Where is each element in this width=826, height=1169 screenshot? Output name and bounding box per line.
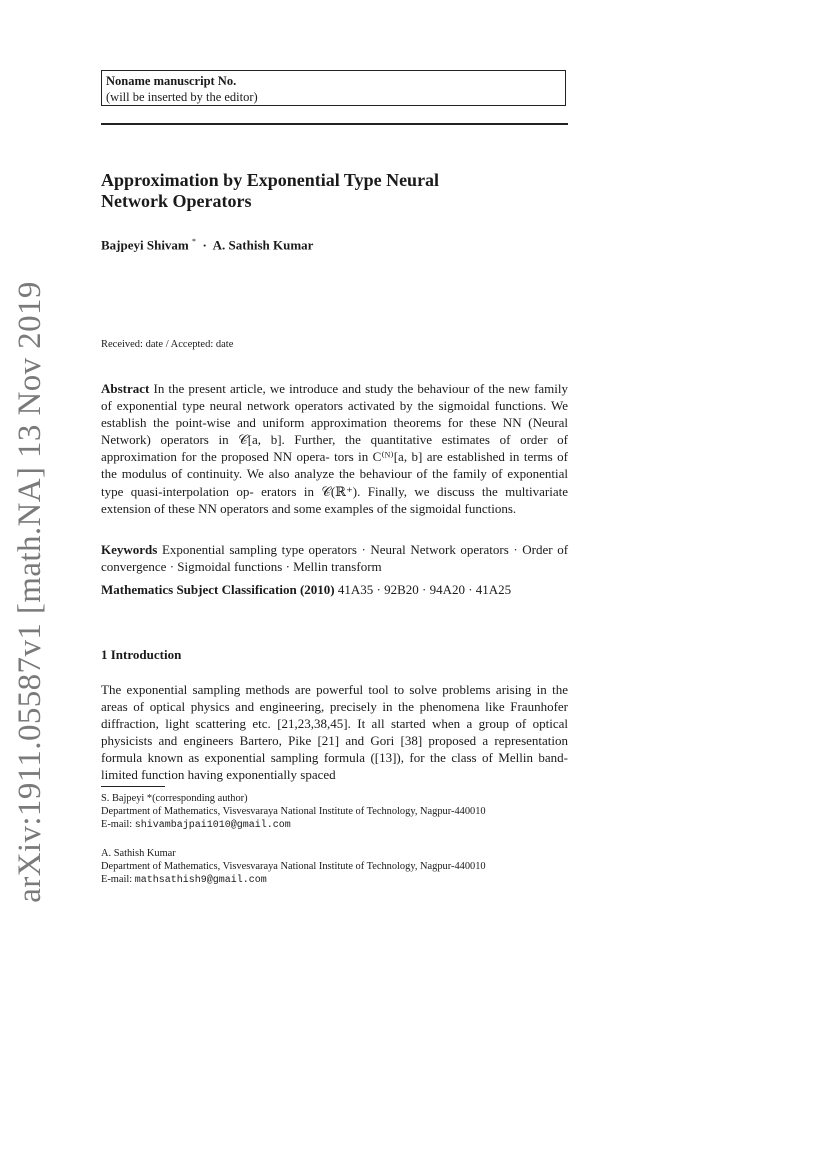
abstract-line: operators and some examples of the sigmoidal functions. xyxy=(220,500,517,516)
header-rule xyxy=(101,123,568,125)
intro-line: like Fraunhofer diffraction, light scattering etc. [21,23,38,45]. It all started xyxy=(101,699,568,732)
introduction-paragraph xyxy=(101,681,568,784)
abstract-line: tors in C⁽ᴺ⁾[a, b] are established in terms of the modulus of continuity. We also xyxy=(101,449,568,482)
abstract xyxy=(101,380,568,517)
keywords-line: Order of convergence · Sigmoidal functions · Mellin transform xyxy=(101,542,569,575)
footnote-author-2-email-row xyxy=(101,873,568,887)
paper-title-line2: Network Operators xyxy=(101,191,252,211)
footnote-author-1-email-row xyxy=(101,818,568,832)
keywords xyxy=(101,541,568,575)
footnote-author-1-affiliation: Department of Mathematics, Visvesvaraya National Institute of Technology, Nagpur-440010 xyxy=(101,806,486,817)
manuscript-box xyxy=(101,70,566,106)
author-list xyxy=(101,234,313,253)
abstract-line: analyze the behaviour of the family of exponential type quasi-interpolation op- xyxy=(101,466,568,499)
manuscript-box-line1: Noname manuscript No. xyxy=(106,74,237,88)
section-number: 1 xyxy=(101,647,108,662)
msc-codes-line: 41A35 · 92B20 · 94A20 · xyxy=(337,582,473,597)
manuscript-box-line2: (will be inserted by the editor) xyxy=(106,90,258,104)
intro-line: in the areas of optical physics and engineering, precisely in the phenomena xyxy=(101,682,568,715)
abstract-line: In the present article, we introduce and study the behaviour of xyxy=(153,381,485,396)
intro-line: when a group of optical physicists and engineers Bartero, Pike [21] and Gori xyxy=(101,716,568,749)
author-separator: · xyxy=(202,237,207,253)
abstract-line: sigmoidal functions. We establish the point-wise and uniform approximation xyxy=(101,398,568,431)
abstract-line: erators in 𝒞(ℝ⁺). Finally, we discuss the multivariate extension of these NN xyxy=(101,483,568,516)
author-name-1: Bajpeyi Shivam xyxy=(101,237,189,253)
author-name-2: A. Sathish Kumar xyxy=(212,237,314,253)
corresponding-author-mark: * xyxy=(192,237,197,246)
footnote-author-1 xyxy=(101,792,568,832)
footnote-author-2-affiliation: Department of Mathematics, Visvesvaraya National Institute of Technology, Nagpur-440010 xyxy=(101,861,486,872)
footnote-author-2 xyxy=(101,847,568,887)
intro-line: ([13]), for the class of Mellin band-limited function having exponentially spaced xyxy=(101,750,568,783)
author-1-email[interactable]: shivambajpai1010@gmail.com xyxy=(134,820,291,831)
footnote-author-1-name: S. Bajpeyi *(corresponding author) xyxy=(101,793,248,804)
intro-line: The exponential sampling methods are powerful tool to solve problems arising xyxy=(101,682,532,697)
email-label: E-mail: xyxy=(101,819,133,830)
paper-title xyxy=(101,170,568,212)
email-label: E-mail: xyxy=(101,874,133,885)
paper-title-line1: Approximation by Exponential Type Neural xyxy=(101,170,440,190)
author-2-email[interactable]: mathsathish9@gmail.com xyxy=(134,875,267,886)
abstract-line: quantitative estimates of order of approximation for the proposed NN opera- xyxy=(101,432,568,465)
msc-label: Mathematics Subject Classification (2010) xyxy=(101,582,335,597)
abstract-label: Abstract xyxy=(101,381,150,396)
keywords-line: Exponential sampling type operators · Neural Network operators · xyxy=(161,542,518,557)
intro-line: [38] proposed a representation formula known as exponential sampling formula xyxy=(101,733,568,766)
abstract-line: theorems for these NN (Neural Network) operators in 𝒞[a, b]. Further, the xyxy=(101,415,569,448)
section-title: Introduction xyxy=(110,647,182,662)
msc-codes-line: 41A25 xyxy=(475,582,512,597)
keywords-label: Keywords xyxy=(101,542,158,557)
section-heading-introduction xyxy=(101,647,181,663)
received-date-line: Received: date / Accepted: date xyxy=(101,339,234,350)
arxiv-stamp-text[interactable]: arXiv:1911.05587v1 [math.NA] 13 Nov 2019 xyxy=(12,281,48,903)
abstract-line: the new family of exponential type neural network operators activated by the xyxy=(101,381,568,414)
footnote-author-2-name: A. Sathish Kumar xyxy=(101,848,176,859)
footnote-rule xyxy=(101,786,165,787)
subject-classification xyxy=(101,581,568,598)
